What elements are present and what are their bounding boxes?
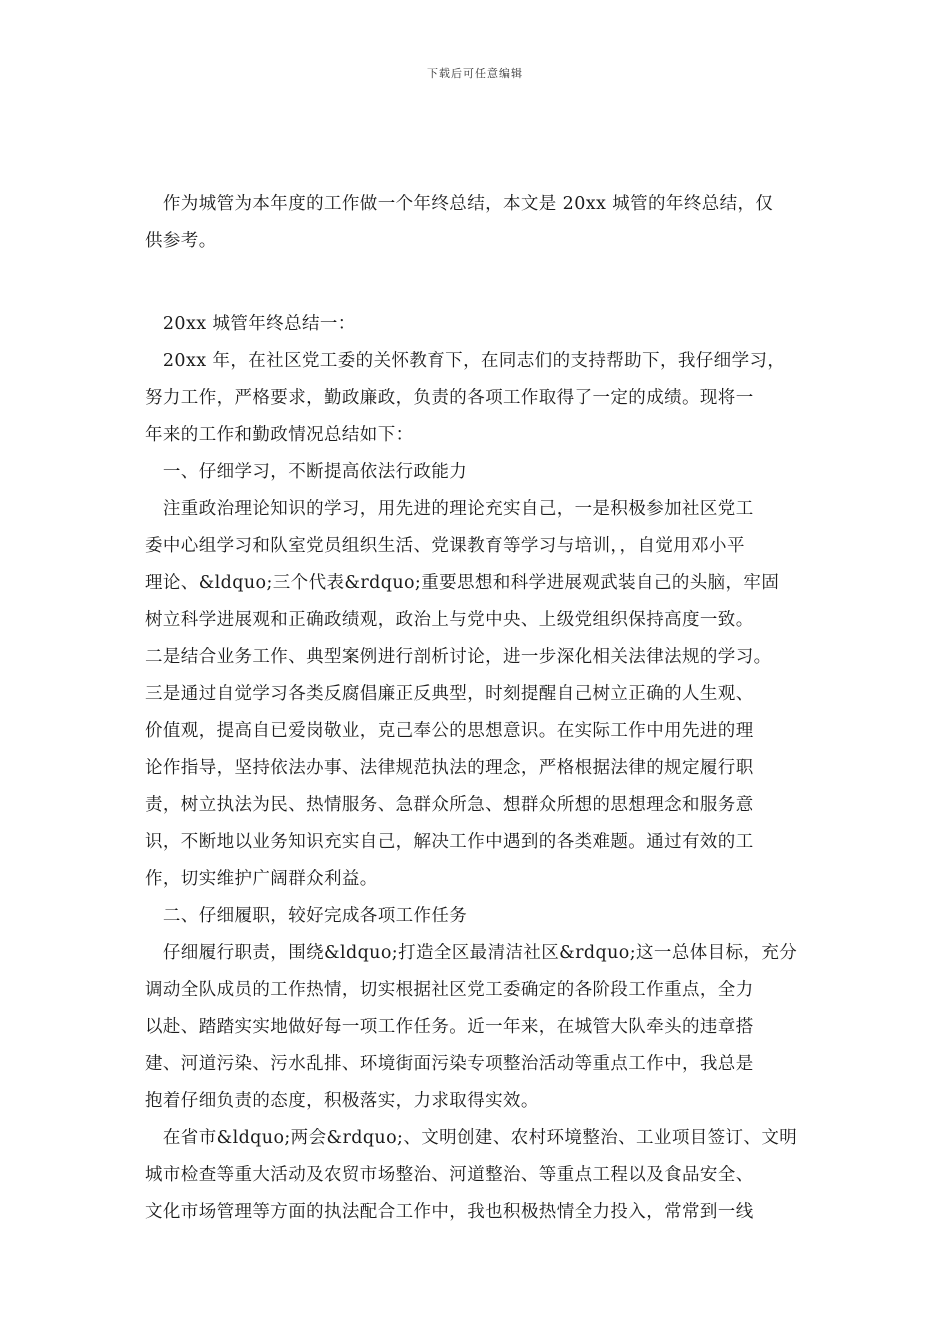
paragraph-line: 在省市&ldquo;两会&rdquo;、文明创建、农村环境整治、工业项目签订、文明 <box>145 1128 798 1148</box>
paragraph-line: 论作指导，坚持依法办事、法律规范执法的理念，严格根据法律的规定履行职 <box>145 758 754 778</box>
document-body <box>145 186 825 1231</box>
paragraph-line: 建、河道污染、污水乱排、环境街面污染专项整治活动等重点工作中，我总是 <box>145 1054 754 1074</box>
paragraph-line: 仔细履行职责，围绕&ldquo;打造全区最清洁社区&rdquo;这一总体目标，充分 <box>145 943 798 963</box>
paragraph-line: 责，树立执法为民、热情服务、急群众所急、想群众所想的思想理念和服务意 <box>145 795 754 815</box>
paragraph-line: 文化市场管理等方面的执法配合工作中，我也积极热情全力投入，常常到一线 <box>145 1202 754 1222</box>
blank-line <box>145 260 825 306</box>
paragraph-line: 作，切实维护广阔群众利益。 <box>145 869 378 889</box>
paragraph-line: 以赴、踏踏实实地做好每一项工作任务。近一年来，在城管大队牵头的违章搭 <box>145 1017 754 1037</box>
section-title: 20xx 城管年终总结一： <box>145 314 356 334</box>
paragraph-line: 20xx 年，在社区党工委的关怀教育下，在同志们的支持帮助下，我仔细学习， <box>145 351 786 371</box>
paragraph-line: 供参考。 <box>145 231 217 251</box>
paragraph-line: 价值观，提高自已爱岗敬业，克己奉公的思想意识。在实际工作中用先进的理 <box>145 721 754 741</box>
paragraph-line: 三是通过自觉学习各类反腐倡廉正反典型，时刻提醒自己树立正确的人生观、 <box>145 684 754 704</box>
page-header-note: 下载后可任意编辑 <box>427 67 523 80</box>
paragraph-line: 城市检查等重大活动及农贸市场整治、河道整治、等重点工程以及食品安全、 <box>145 1165 754 1185</box>
paragraph-line: 努力工作，严格要求，勤政廉政，负责的各项工作取得了一定的成绩。现将一 <box>145 388 754 408</box>
paragraph-line: 二是结合业务工作、典型案例进行剖析讨论，进一步深化相关法律法规的学习。 <box>145 647 772 667</box>
paragraph-line: 作为城管为本年度的工作做一个年终总结，本文是 20xx 城管的年终总结，仅 <box>145 194 774 214</box>
section-heading: 一、仔细学习，不断提高依法行政能力 <box>145 462 468 482</box>
paragraph-line: 识，不断地以业务知识充实自己，解决工作中遇到的各类难题。通过有效的工 <box>145 832 754 852</box>
paragraph-line: 注重政治理论知识的学习，用先进的理论充实自己，一是积极参加社区党工 <box>145 499 754 519</box>
paragraph-line: 抱着仔细负责的态度，积极落实，力求取得实效。 <box>145 1091 539 1111</box>
paragraph-line: 理论、&ldquo;三个代表&rdquo;重要思想和科学进展观武装自己的头脑，牢固 <box>145 573 780 593</box>
paragraph-line: 调动全队成员的工作热情，切实根据社区党工委确定的各阶段工作重点，全力 <box>145 980 754 1000</box>
paragraph-line: 树立科学进展观和正确政绩观，政治上与党中央、上级党组织保持高度一致。 <box>145 610 754 630</box>
section-heading: 二、仔细履职，较好完成各项工作任务 <box>145 906 468 926</box>
paragraph-line: 年来的工作和勤政情况总结如下： <box>145 425 414 445</box>
paragraph-line: 委中心组学习和队室党员组织生活、党课教育等学习与培训，，自觉用邓小平 <box>145 536 745 556</box>
